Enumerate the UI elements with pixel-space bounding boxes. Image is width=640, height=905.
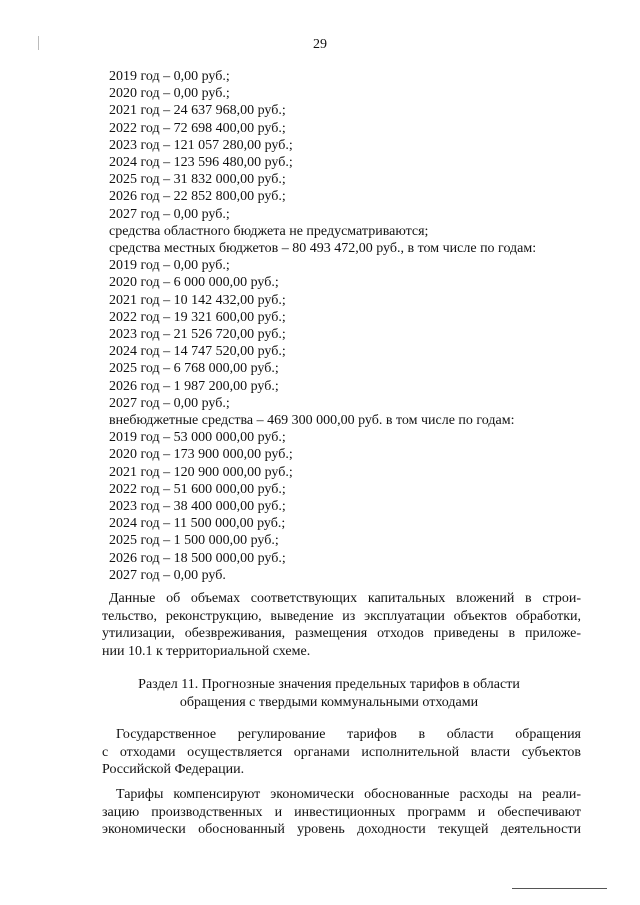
bottom-rule (512, 888, 607, 889)
list-item: 2023 год – 21 526 720,00 руб.; (109, 327, 286, 343)
paragraph-line: экономически обоснованный уровень доходности текущей деятельности (102, 822, 581, 837)
paragraph-line: нии 10.1 к территориальной схеме. (102, 643, 311, 659)
list-item: 2026 год – 18 500 000,00 руб.; (109, 550, 286, 566)
paragraph-line: Государственное регулирование тарифов в области обращения (116, 727, 581, 742)
paragraph-tariffs (102, 786, 581, 839)
list-item: 2021 год – 10 142 432,00 руб.; (109, 292, 286, 308)
section-heading-line: обращения с твердыми коммунальными отходами (179, 694, 479, 710)
section-heading (0, 676, 640, 711)
paragraph-line: тельство, реконструкцию, выведение из эксплуатации объектов обработки, (102, 608, 581, 624)
paragraph-line: Тарифы компенсируют экономически обоснованные расходы на реали- (116, 787, 581, 802)
paragraph-state-regulation (102, 726, 581, 779)
paragraph-line: зацию производственных и инвестиционных программ и обеспечивают (102, 804, 581, 820)
list-item: 2022 год – 19 321 600,00 руб.; (109, 309, 286, 325)
paragraph-line: с отходами осуществляется органами исполнительной власти субъектов (102, 744, 581, 760)
list-item: внебюджетные средства – 469 300 000,00 руб. в том числе по годам: (109, 413, 515, 429)
list-item: 2024 год – 11 500 000,00 руб.; (109, 516, 286, 532)
list-item: 2022 год – 72 698 400,00 руб.; (109, 120, 286, 136)
list-item: 2025 год – 31 832 000,00 руб.; (109, 172, 286, 188)
list-item: средства местных бюджетов – 80 493 472,00 руб., в том числе по годам: (109, 241, 537, 257)
list-item: 2019 год – 0,00 руб.; (109, 69, 230, 84)
list-item: 2024 год – 14 747 520,00 руб.; (109, 344, 286, 360)
list-item: 2020 год – 6 000 000,00 руб.; (109, 275, 279, 291)
list-item: 2023 год – 121 057 280,00 руб.; (109, 137, 293, 153)
list-item: 2020 год – 173 900 000,00 руб.; (109, 447, 293, 463)
list-item: 2027 год – 0,00 руб.; (109, 206, 230, 222)
page-number: 29 (313, 37, 327, 52)
list-item: 2021 год – 120 900 000,00 руб.; (109, 464, 293, 480)
list-item: 2023 год – 38 400 000,00 руб.; (109, 499, 286, 515)
paragraph-line: Российской Федерации. (102, 762, 245, 777)
list-item: 2027 год – 0,00 руб. (109, 567, 226, 583)
funding-list (109, 68, 536, 584)
list-item: 2022 год – 51 600 000,00 руб.; (109, 481, 286, 497)
list-item: 2026 год – 22 852 800,00 руб.; (109, 189, 286, 205)
paragraph-line: утилизации, обезвреживания, размещения отходов приведены в приложе- (102, 626, 581, 641)
list-item: 2026 год – 1 987 200,00 руб.; (109, 378, 279, 394)
list-item: 2027 год – 0,00 руб.; (109, 395, 230, 411)
list-item: 2024 год – 123 596 480,00 руб.; (109, 155, 293, 171)
list-item: 2019 год – 0,00 руб.; (109, 258, 230, 274)
list-item: средства областного бюджета не предусматриваются; (109, 223, 429, 239)
list-item: 2020 год – 0,00 руб.; (109, 86, 230, 102)
paragraph-line: Данные об объемах соответствующих капитальных вложений в строи- (109, 591, 581, 606)
section-heading-line: Раздел 11. Прогнозные значения предельных тарифов в области (138, 677, 520, 692)
list-item: 2025 год – 6 768 000,00 руб.; (109, 361, 279, 377)
list-item: 2025 год – 1 500 000,00 руб.; (109, 533, 279, 549)
paragraph-capital-investments (102, 590, 581, 660)
list-item: 2019 год – 53 000 000,00 руб.; (109, 430, 286, 446)
list-item: 2021 год – 24 637 968,00 руб.; (109, 103, 286, 119)
